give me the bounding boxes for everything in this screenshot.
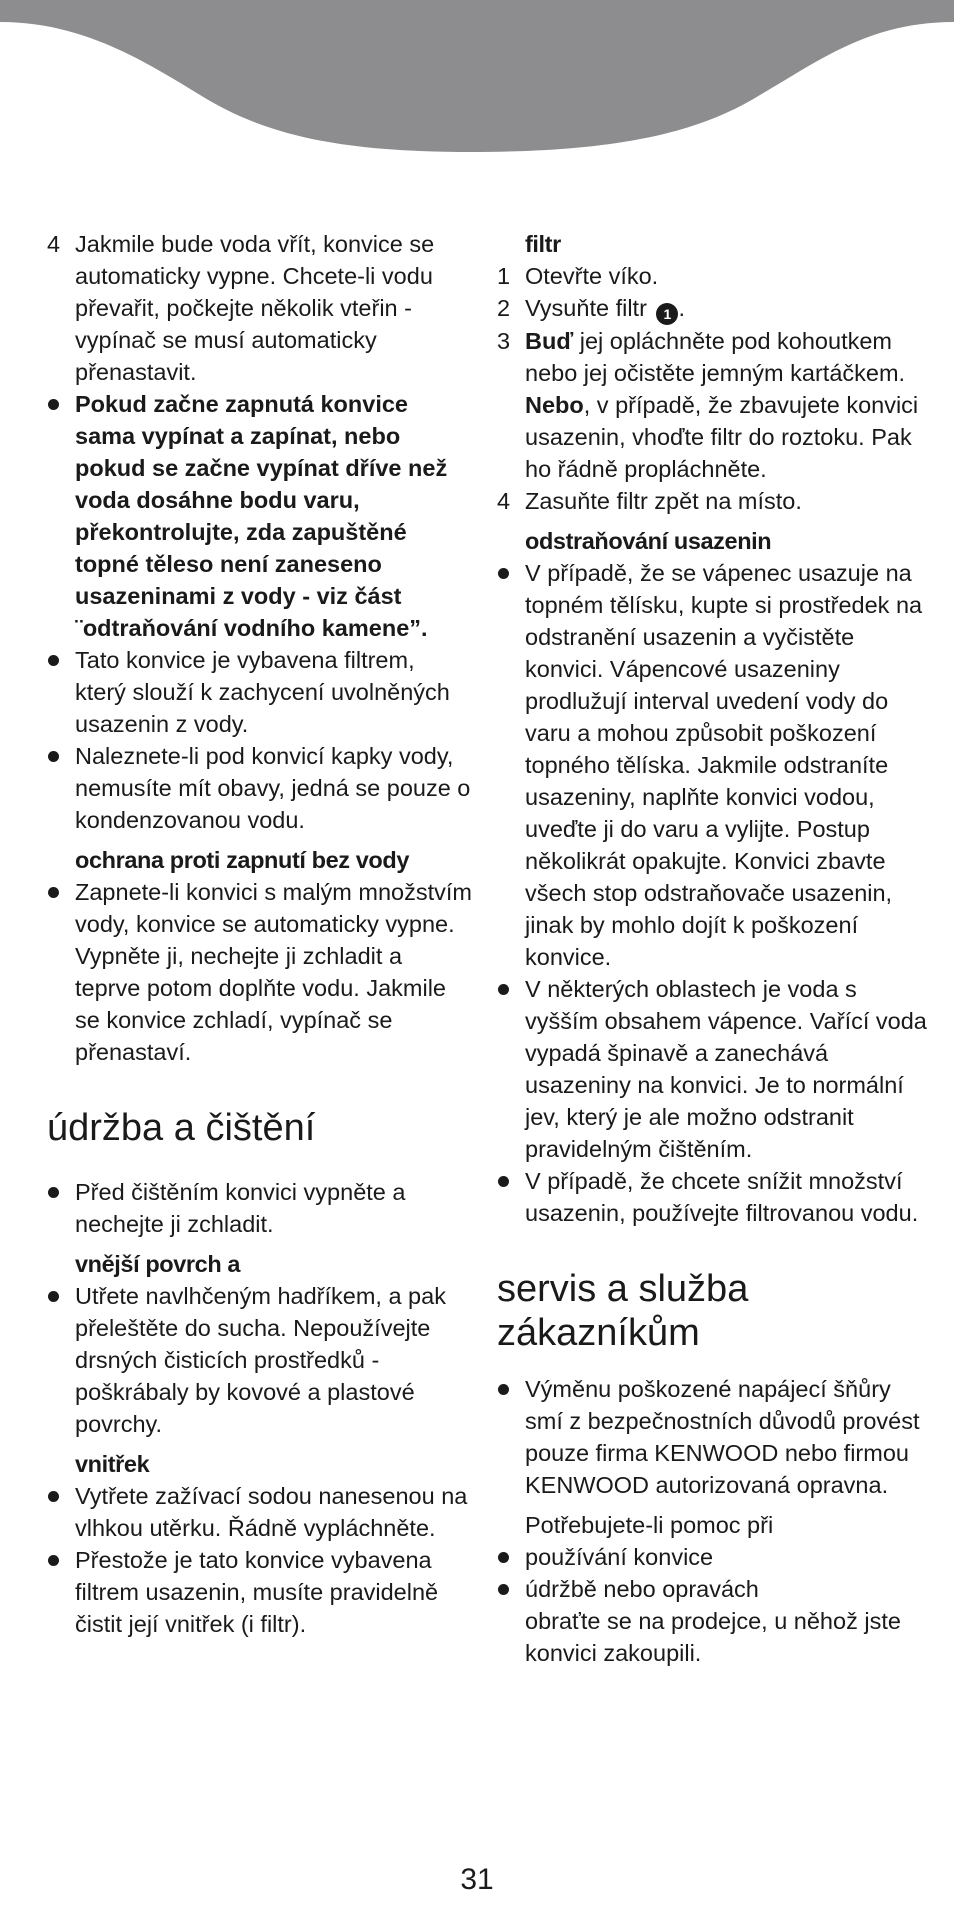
inside-text-2: Přestože je tato konvice vybavena filtrem usazenin, musíte pravidelně čistit její vnitřek (i filtr). bbox=[75, 1547, 439, 1637]
page-number: 31 bbox=[460, 1863, 494, 1896]
step-number: 4 bbox=[47, 231, 61, 257]
heading-outer-surface: vnější povrch a bbox=[75, 1251, 241, 1277]
help-outro: obraťte se na prodejce, u něhož jste konvici zakoupili. bbox=[525, 1608, 901, 1666]
heading-filter: filtr bbox=[525, 231, 561, 257]
filter-step-1 bbox=[497, 260, 927, 292]
before-clean-bullet bbox=[47, 1176, 472, 1240]
help-bullet-1 bbox=[497, 1541, 927, 1573]
bullet-icon bbox=[48, 1555, 59, 1566]
inside-bullet-2 bbox=[47, 1544, 472, 1640]
help-bullet-2 bbox=[497, 1573, 927, 1605]
bullet-icon bbox=[498, 568, 509, 579]
inside-bullet-1 bbox=[47, 1480, 472, 1544]
filter-step-4 bbox=[497, 485, 927, 517]
bullet-icon bbox=[498, 1176, 509, 1187]
outer-surface-bullet bbox=[47, 1280, 472, 1440]
descale-text-2: V některých oblastech je voda s vyšším obsahem vápence. Vařící voda vypadá špinavě a zanechává usazeniny na konvici. Je to normální jev, který je ale možno odstranit pravidelným čištěním. bbox=[525, 976, 927, 1162]
cord-replacement-bullet bbox=[497, 1373, 927, 1501]
section-title-care-cleaning: údržba a čištění bbox=[47, 1107, 316, 1149]
bullet-icon bbox=[48, 1291, 59, 1302]
step-text-b: , v případě, že zbavujete konvici usazenin, vhoďte filtr do roztoku. Pak ho řádně propláchněte. bbox=[525, 392, 919, 482]
bullet-icon bbox=[48, 655, 59, 666]
bullet-icon bbox=[48, 399, 59, 410]
step-number: 3 bbox=[497, 328, 511, 354]
step-emphasis-either: Buď bbox=[525, 328, 574, 354]
step-number: 2 bbox=[497, 295, 511, 321]
bullet-icon bbox=[498, 1552, 509, 1563]
filter-step-2: 2 Vysuňte filtr 1 . bbox=[497, 292, 927, 325]
bullet-icon bbox=[48, 887, 59, 898]
before-clean-text: Před čištěním konvici vypněte a nechejte ji zchladit. bbox=[75, 1179, 406, 1237]
bullet-icon bbox=[48, 1491, 59, 1502]
heading-boil-dry-protection: ochrana proti zapnutí bez vody bbox=[75, 847, 410, 873]
bullet-icon bbox=[498, 1384, 509, 1395]
step-number: 4 bbox=[497, 488, 511, 514]
descale-bullet-3 bbox=[497, 1165, 927, 1229]
header-wave-banner bbox=[0, 0, 954, 160]
left-column bbox=[47, 228, 472, 1640]
bullet-icon bbox=[48, 1187, 59, 1198]
inside-text-1: Vytřete zažívací sodou nanesenou na vlhkou utěrku. Řádně vypláchněte. bbox=[75, 1483, 468, 1541]
descale-text-3: V případě, že chcete snížit množství usazenin, používejte filtrovanou vodu. bbox=[525, 1168, 919, 1226]
heading-inside: vnitřek bbox=[75, 1451, 150, 1477]
drops-note-bullet bbox=[47, 740, 472, 836]
bullet-icon bbox=[498, 1584, 509, 1595]
warning-bullet bbox=[47, 388, 472, 644]
step-number: 1 bbox=[497, 263, 511, 289]
filter-note-bullet bbox=[47, 644, 472, 740]
step-4-boil bbox=[47, 228, 472, 388]
drops-note-text: Naleznete-li pod konvicí kapky vody, nemusíte mít obavy, jedná se pouze o kondenzovanou vodu. bbox=[75, 743, 471, 833]
protection-bullet bbox=[47, 876, 472, 1068]
bullet-icon bbox=[48, 751, 59, 762]
step-text: Vysuňte filtr bbox=[525, 295, 647, 321]
section-title-service: servis a služba zákazníkům bbox=[497, 1268, 749, 1354]
right-column bbox=[497, 228, 927, 1669]
cord-replacement-text: Výměnu poškozené napájecí šňůry smí z bezpečnostních důvodů provést pouze firma KENWOOD nebo firmou KENWOOD autorizovaná opravna. bbox=[525, 1376, 920, 1498]
help-text-2: údržbě nebo opravách bbox=[525, 1576, 759, 1602]
warning-text: Pokud začne zapnutá konvice sama vypínat a zapínat, nebo pokud se začne vypínat dříve než voda dosáhne bodu varu, překontrolujte, zda zapuštěné topné těleso není zaneseno usazeninami z vody - viz část ¨odtraňování vodního kamene”. bbox=[75, 391, 448, 641]
figure-callout-badge: 1 bbox=[656, 303, 678, 325]
descale-bullet-2 bbox=[497, 973, 927, 1165]
descale-text-1: V případě, že se vápenec usazuje na topném tělísku, kupte si prostředek na odstranění usazenin a vyčistěte konvici. Vápencové usazeniny prodlužují interval uvedení vody do varu a mohou způsobit poškození topného tělíska. Jakmile odstraníte usazeniny, naplňte konvici vodou, uveďte ji do varu a vylijte. Postup několikrát opakujte. Konvici zbavte všech stop odstraňovače usazenin, jinak by mohlo dojít k poškození konvice. bbox=[525, 560, 923, 970]
descale-bullet-1 bbox=[497, 557, 927, 973]
heading-descaling: odstraňování usazenin bbox=[525, 528, 772, 554]
outer-surface-text: Utřete navlhčeným hadříkem, a pak přeleštěte do sucha. Nepoužívejte drsných čisticích prostředků - poškrábaly by kovové a plastové povrchy. bbox=[75, 1283, 446, 1437]
step-text: Jakmile bude voda vřít, konvice se automaticky vypne. Chcete-li vodu převařit, počkejte několik vteřin - vypínač se musí automaticky přenastavit. bbox=[75, 231, 435, 385]
bullet-icon bbox=[498, 984, 509, 995]
help-intro: Potřebujete-li pomoc při bbox=[525, 1512, 774, 1538]
step-text: Zasuňte filtr zpět na místo. bbox=[525, 488, 802, 514]
filter-note-text: Tato konvice je vybavena filtrem, který slouží k zachycení uvolněných usazenin z vody. bbox=[75, 647, 450, 737]
protection-text: Zapnete-li konvici s malým množstvím vody, konvice se automaticky vypne. Vypněte ji, nechejte ji zchladit a teprve potom doplňte vodu. Jakmile se konvice zchladí, vypínač se přenastaví. bbox=[75, 879, 472, 1065]
step-text: Otevřte víko. bbox=[525, 263, 659, 289]
step-text-a: jej opláchněte pod kohoutkem nebo jej očistěte jemným kartáčkem. bbox=[525, 328, 906, 386]
help-text-1: používání konvice bbox=[525, 1544, 714, 1570]
step-emphasis-or: Nebo bbox=[525, 392, 584, 418]
filter-step-3 bbox=[497, 325, 927, 485]
